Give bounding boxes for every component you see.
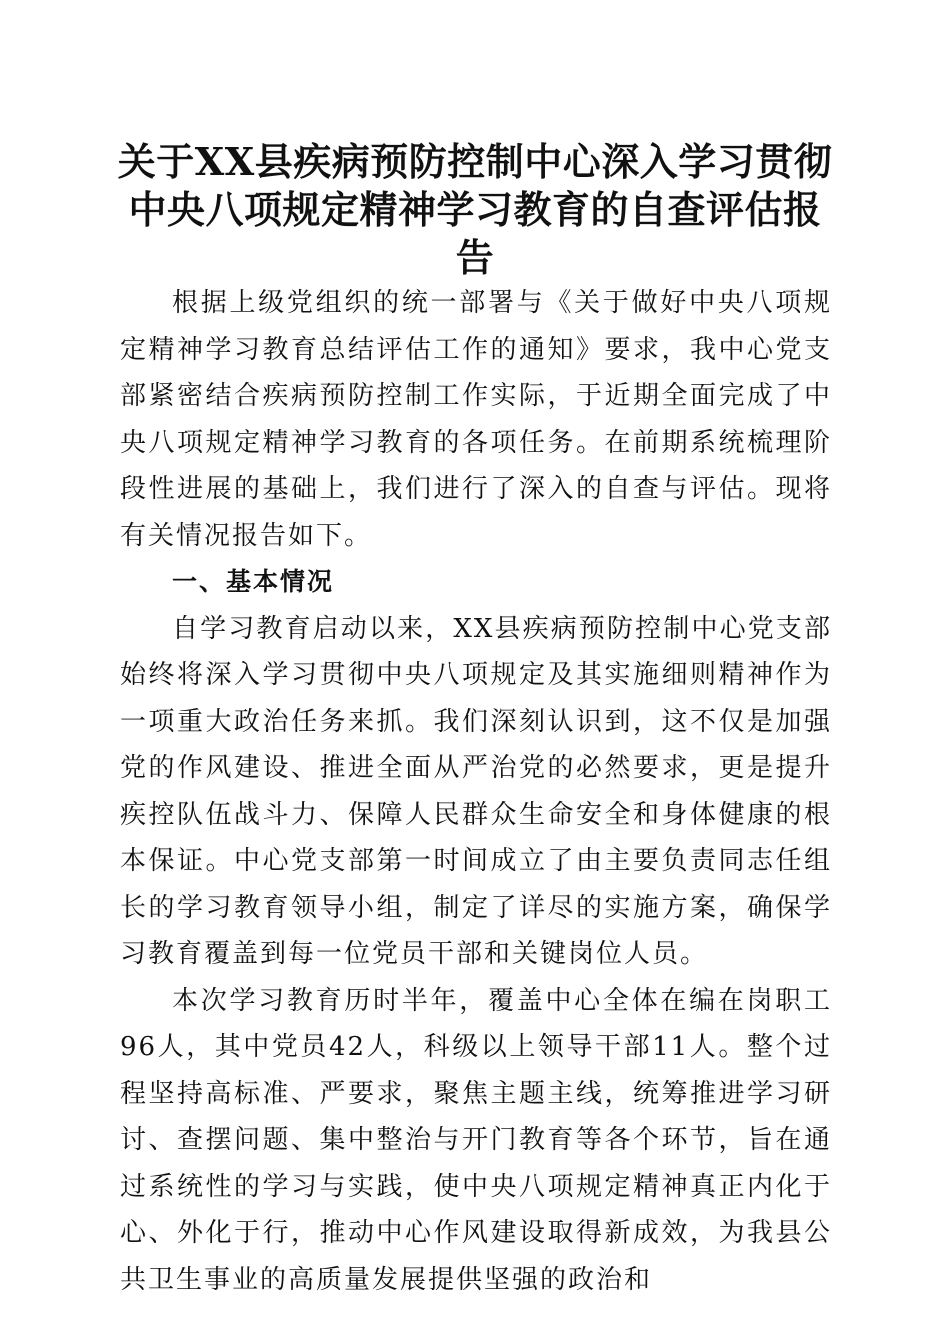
section-heading-basic-situation: 一、基本情况: [172, 567, 335, 596]
section1-paragraph-2: 本次学习教育历时半年，覆盖中心全体在编在岗职工96人，其中党员42人，科级以上领导干部11人。整个过程坚持高标准、严要求，聚焦主题主线，统筹推进学习研讨、查摆问题、集中整治与开门教育等各个环节，旨在通过系统性的学习与实践，使中央八项规定精神真正内化于心、外化于行，推动中心作风建设取得新成效，为我县公共卫生事业的高质量发展提供坚强的政治和: [120, 985, 832, 1295]
section1-paragraph-1: 自学习教育启动以来，XX县疾病预防控制中心党支部始终将深入学习贯彻中央八项规定及其实施细则精神作为一项重大政治任务来抓。我们深刻认识到，这不仅是加强党的作风建设、推进全面从严治党的必然要求，更是提升疾控队伍战斗力、保障人民群众生命安全和身体健康的根本保证。中心党支部第一时间成立了由主要负责同志任组长的学习教育领导小组，制定了详尽的实施方案，确保学习教育覆盖到每一位党员干部和关键岗位人员。: [120, 613, 832, 969]
document-title: 关于XX县疾病预防控制中心深入学习贯彻中央八项规定精神学习教育的自查评估报告: [117, 139, 833, 280]
document-body: [120, 280, 832, 1303]
intro-paragraph: 根据上级党组织的统一部署与《关于做好中央八项规定精神学习教育总结评估工作的通知》要求，我中心党支部紧密结合疾病预防控制工作实际，于近期全面完成了中央八项规定精神学习教育的各项任务。在前期系统梳理阶段性进展的基础上，我们进行了深入的自查与评估。现将有关情况报告如下。: [120, 288, 832, 551]
